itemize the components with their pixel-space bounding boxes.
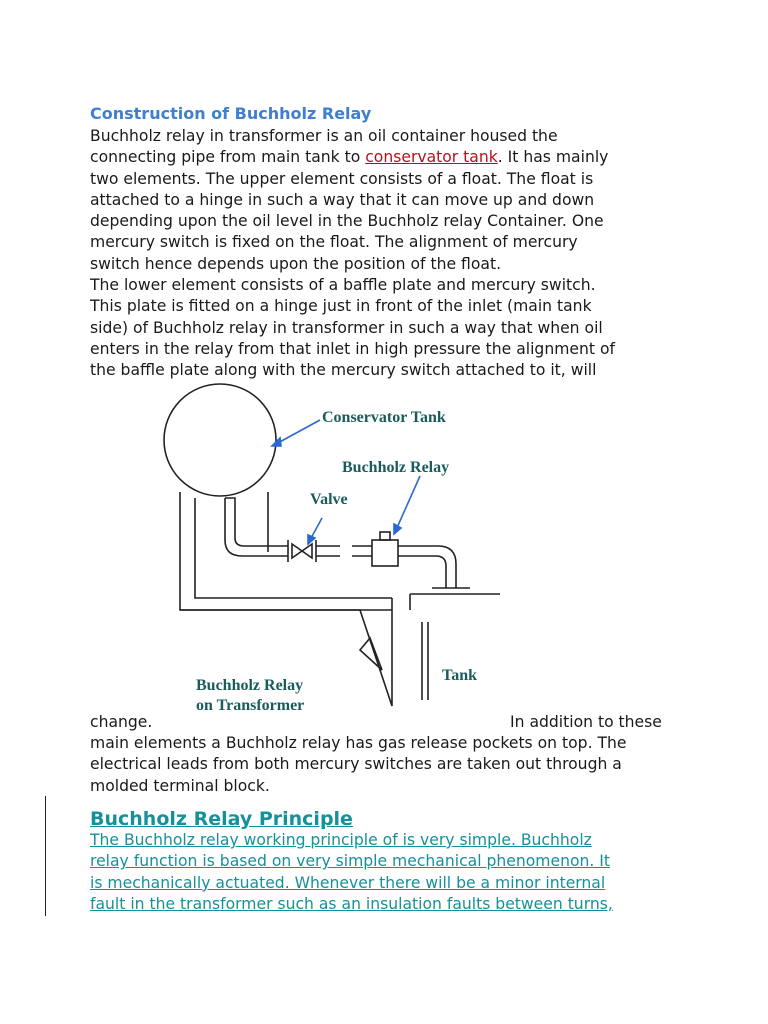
tank-wall: [422, 622, 428, 700]
label-valve: Valve: [310, 491, 348, 508]
connecting-pipe: [225, 498, 288, 556]
caption-line-1: Buchholz Relay: [196, 677, 304, 694]
valve-shape: [288, 540, 316, 562]
conservator-tank-shape: [164, 384, 276, 496]
principle-line[interactable]: The Buchholz relay working principle of is very simple. Buchholz: [90, 831, 592, 849]
arrow-relay: [396, 476, 420, 530]
margin-change-bar: [45, 796, 46, 916]
paragraph-line: The lower element consists of a baffle plate and mercury switch.: [90, 276, 596, 295]
line-suffix: . It has mainly: [497, 148, 609, 167]
paragraph-line: mercury switch is fixed on the float. The alignment of mercury: [90, 233, 578, 252]
tank-flange: [410, 588, 500, 610]
caption-line-2: on Transformer: [196, 697, 305, 714]
paragraph-line: depending upon the oil level in the Buchholz relay Container. One: [90, 212, 604, 231]
paragraph-line: main elements a Buchholz relay has gas release pockets on top. The: [90, 734, 627, 752]
principle-line[interactable]: is mechanically actuated. Whenever there will be a minor internal: [90, 873, 606, 892]
arrow-conservator: [276, 420, 320, 444]
line-prefix: connecting pipe from main tank to: [90, 148, 366, 167]
principle-line[interactable]: fault in the transformer such as an insulation faults between turns,: [90, 894, 613, 913]
continuation-paragraph: [90, 733, 690, 797]
paragraph-line: molded terminal block.: [90, 776, 270, 795]
paragraph-line: electrical leads from both mercury switches are taken out through a: [90, 755, 622, 774]
section-heading-construction: Construction of Buchholz Relay: [90, 104, 372, 123]
paragraph-line: enters in the relay from that inlet in high pressure the alignment of: [90, 339, 615, 358]
paragraph-line: Buchholz relay in transformer is an oil container housed the: [90, 127, 558, 145]
paragraph-line: the baffle plate along with the mercury switch attached to it, will: [90, 361, 597, 380]
label-buchholz-relay: Buchholz Relay: [342, 459, 450, 476]
paragraph-line: attached to a hinge in such a way that it can move up and down: [90, 190, 595, 209]
paragraph-line-with-link: [90, 147, 690, 168]
buchholz-relay-body: [372, 540, 398, 566]
label-tank: Tank: [442, 667, 477, 684]
conservator-tank-link[interactable]: conservator tank: [365, 148, 498, 167]
paragraph-line: switch hence depends upon the position of the float.: [90, 254, 502, 273]
paragraph-line: This plate is fitted on a hinge just in front of the inlet (main tank: [90, 297, 592, 316]
pipe-to-tank: [398, 546, 456, 588]
relay-top: [380, 532, 390, 540]
paragraph-line: side) of Buchholz relay in transformer in such a way that when oil: [90, 318, 603, 337]
diagram-svg: [160, 380, 500, 716]
text-in-addition: In addition to these: [510, 713, 662, 731]
pipe-segment-3: [352, 546, 372, 556]
section-heading-principle[interactable]: Buchholz Relay Principle: [90, 808, 353, 830]
section-principle: [90, 830, 690, 915]
support-structure: [180, 492, 392, 610]
principle-line[interactable]: relay function is based on very simple mechanical phenomenon. It: [90, 852, 611, 871]
text-change: change.: [90, 713, 153, 731]
section-construction: [90, 102, 690, 382]
continuation-first-line: [90, 712, 690, 733]
pipe-segment-2: [316, 546, 340, 556]
buchholz-relay-diagram: [160, 380, 500, 716]
paragraph-line: two elements. The upper element consists of a float. The float is: [90, 169, 594, 188]
label-conservator-tank: Conservator Tank: [322, 409, 446, 426]
